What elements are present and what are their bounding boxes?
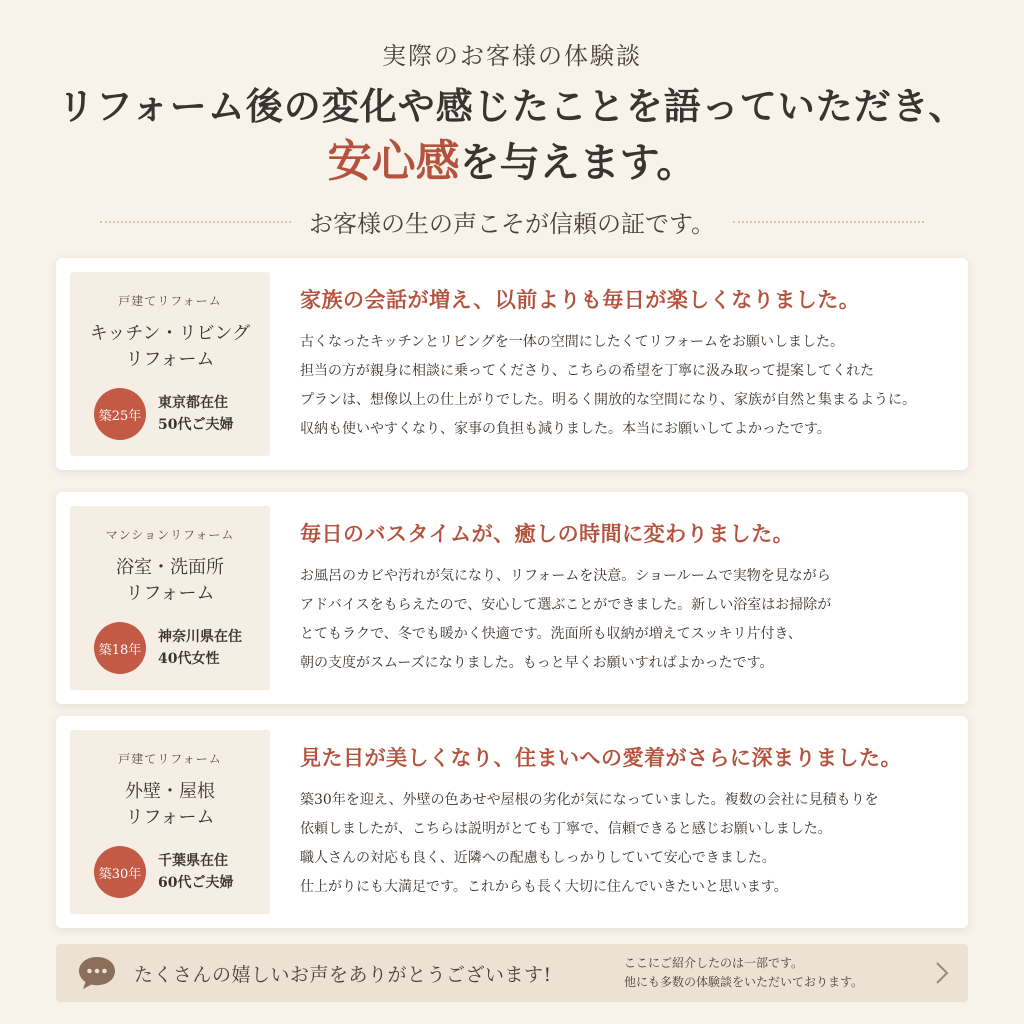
testimonial-line: とてもラクで、冬でも暖かく快適です。洗面所も収納が増えてスッキリ片付き、 (300, 626, 802, 642)
testimonial-line: 仕上がりにも大満足です。これからも長く大切に住んでいきたいと思います。 (300, 879, 788, 895)
customer-meta (94, 388, 233, 440)
customer-profile: 50代ご夫婦 (158, 417, 234, 433)
reform-type: 戸建てリフォーム (118, 294, 222, 308)
building-age-badge: 築30年 (94, 846, 146, 898)
testimonial-line: 朝の支度がスムーズになりました。もっと早くお願いすればよかったです。 (300, 655, 774, 671)
reform-title (70, 321, 270, 373)
card-body (300, 742, 956, 902)
testimonial-card (56, 258, 968, 470)
testimonial-line: 収納も使いやすくなり、家事の負担も減りました。本当にお願いしてよかったです。 (300, 421, 831, 437)
headline-line-1: リフォーム後の変化や感じたことを語っていただき、 (57, 84, 967, 128)
testimonial-line: 依頼しましたが、こちらは説明がとても丁寧で、信頼できると感じお願いしました。 (300, 821, 832, 837)
customer-location: 東京都在住 (158, 395, 228, 411)
customer-profile: 60代ご夫婦 (158, 875, 234, 891)
chat-bubble-icon (76, 954, 118, 992)
headline-line-2 (0, 137, 1024, 188)
headline-line-2-rest: を与えます。 (459, 139, 697, 186)
testimonial-line: 築30年を迎え、外壁の色あせや屋根の劣化が気になっていました。複数の会社に見積もりを (300, 792, 879, 808)
reform-title-line-2: リフォーム (125, 583, 215, 604)
card-side-panel (70, 730, 270, 914)
subline: お客様の生の声こそが信頼の証です。 (308, 210, 716, 238)
reform-title-line-1: キッチン・リビング (89, 323, 251, 344)
headline-accent: 安心感 (327, 136, 460, 187)
card-body (300, 518, 956, 678)
divider-left (100, 221, 291, 223)
customer-info (158, 850, 233, 894)
testimonial-card (56, 716, 968, 928)
thanks-message: たくさんの嬉しいお声をありがとうございます! (134, 964, 552, 986)
testimonial-text (300, 562, 956, 678)
more-testimonials-banner[interactable] (56, 944, 968, 1002)
divider-right (733, 221, 924, 223)
subline-row (100, 204, 924, 239)
testimonial-text (300, 786, 956, 902)
customer-info (158, 626, 242, 670)
chevron-right-icon[interactable] (934, 960, 950, 986)
eyebrow-title: 実際のお客様の体験談 (382, 42, 642, 70)
reform-title (70, 555, 270, 607)
customer-meta (94, 622, 242, 674)
card-side-panel (70, 506, 270, 690)
more-note-line-1: ここにご紹介したのは一部です。 (624, 956, 804, 970)
card-side-panel (70, 272, 270, 456)
testimonial-heading: 見た目が美しくなり、住まいへの愛着がさらに深まりました。 (300, 745, 902, 770)
customer-location: 千葉県在住 (158, 853, 228, 869)
testimonial-line: プランは、想像以上の仕上がりでした。明るく開放的な空間になり、家族が自然と集まるように。 (300, 392, 916, 408)
page-header (0, 36, 1024, 188)
customer-profile: 40代女性 (158, 651, 220, 667)
testimonial-line: 担当の方が親身に相談に乗ってくださり、こちらの希望を丁寧に汲み取って提案してくれた (300, 363, 874, 379)
reform-title-line-1: 浴室・洗面所 (116, 557, 224, 578)
testimonial-line: 古くなったキッチンとリビングを一体の空間にしたくてリフォームをお願いしました。 (300, 334, 845, 350)
customer-info (158, 392, 233, 436)
building-age-badge: 築25年 (94, 388, 146, 440)
reform-title-line-2: リフォーム (125, 807, 215, 828)
testimonial-line: 職人さんの対応も良く、近隣への配慮もしっかりしていて安心できました。 (300, 850, 776, 866)
customer-location: 神奈川県在住 (158, 629, 242, 645)
more-note (624, 954, 863, 992)
reform-type: 戸建てリフォーム (118, 752, 222, 766)
reform-title-line-2: リフォーム (125, 349, 215, 370)
reform-title (70, 779, 270, 831)
customer-meta (94, 846, 233, 898)
building-age-badge: 築18年 (94, 622, 146, 674)
testimonial-heading: 毎日のバスタイムが、癒しの時間に変わりました。 (300, 521, 795, 546)
reform-type: マンションリフォーム (105, 528, 235, 542)
testimonial-line: アドバイスをもらえたので、安心して選ぶことができました。新しい浴室はお掃除が (300, 597, 832, 613)
more-note-line-2: 他にも多数の体験談をいただいております。 (624, 975, 864, 989)
reform-title-line-1: 外壁・屋根 (125, 781, 215, 802)
testimonial-line: お風呂のカビや汚れが気になり、リフォームを決意。ショールームで実物を見ながら (300, 568, 831, 584)
testimonial-text (300, 328, 956, 444)
testimonial-heading: 家族の会話が増え、以前よりも毎日が楽しくなりました。 (300, 287, 861, 312)
testimonial-card (56, 492, 968, 704)
card-body (300, 284, 956, 444)
